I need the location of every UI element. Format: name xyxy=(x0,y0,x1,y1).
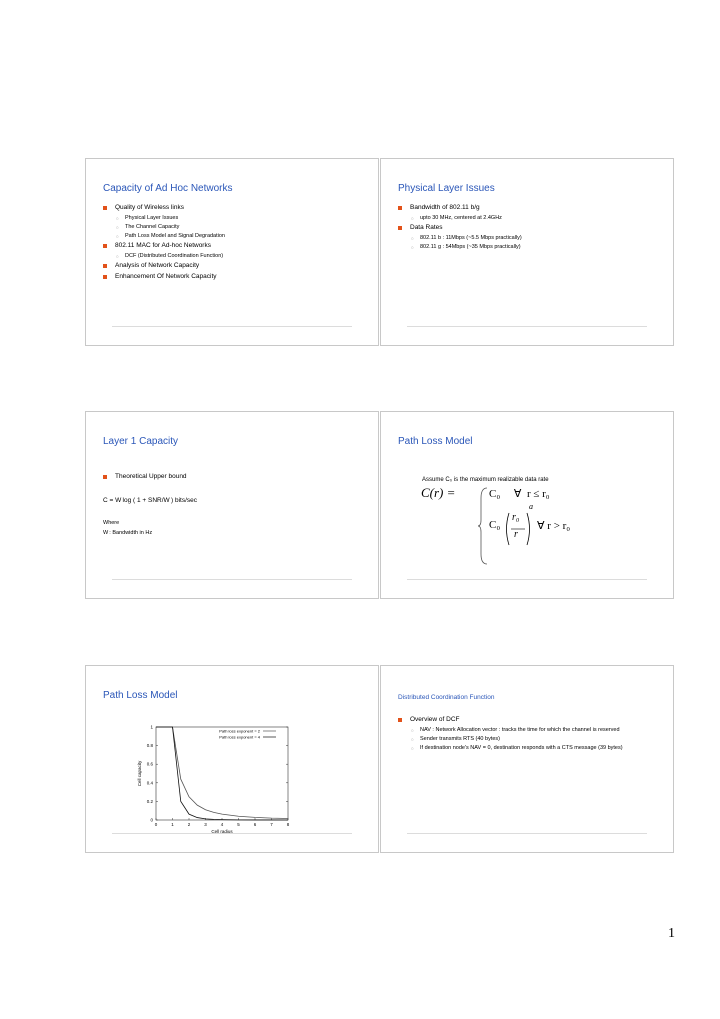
y-tick-label: 0 xyxy=(150,817,153,823)
case-one: C₀ ∀ r ≤ r₀ xyxy=(489,488,550,500)
bullet-list xyxy=(398,204,665,253)
slide-footer-divider xyxy=(112,326,352,327)
case-two-denominator: r xyxy=(514,529,518,540)
list-item: Enhancement Of Network Capacity xyxy=(103,273,370,281)
y-tick-label: 0.6 xyxy=(146,761,153,767)
slide-footer-divider xyxy=(112,833,352,834)
x-tick-label: 1 xyxy=(171,822,174,827)
assumption-text: Assume C₀ is the maximum realizable data rate xyxy=(422,477,549,483)
sub-list-item: ○ upto 30 MHz, centered at 2.4GHz xyxy=(398,215,665,222)
case-two-exponent: a xyxy=(529,502,533,511)
slide-capacity-overview xyxy=(85,158,379,346)
slide-layer1-capacity xyxy=(85,411,379,599)
x-tick-label: 6 xyxy=(253,822,257,827)
sub-list-item: ○ Path Loss Model and Signal Degradation xyxy=(103,233,370,240)
slide-physical-layer xyxy=(380,158,674,346)
slide-title: Path Loss Model xyxy=(103,690,178,701)
legend-label: Path loss exponent = 4 xyxy=(219,734,260,740)
where-label: Where xyxy=(103,520,120,526)
list-item: Theoretical Upper bound xyxy=(103,473,370,481)
slide-dcf xyxy=(380,665,674,853)
slide-footer-divider xyxy=(112,579,352,580)
slide-title: Capacity of Ad Hoc Networks xyxy=(103,183,233,194)
sub-list-item: ○ 802.11 g : 54Mbps (~35 Mbps practically) xyxy=(398,244,665,251)
slide-title: Distributed Coordination Function xyxy=(398,694,495,701)
x-axis-label: Cell radius xyxy=(211,829,233,834)
case-two-coefficient: C₀ xyxy=(489,519,501,531)
sub-list-item: ○ DCF (Distributed Coordination Function) xyxy=(103,253,370,260)
y-axis-label: Cell capacity xyxy=(137,760,142,787)
slide-path-loss-plot xyxy=(85,665,379,853)
sub-list-item: ○ NAV : Network Allocation vector : tracks the time for which the channel is reserved xyxy=(398,727,665,734)
slide-title: Layer 1 Capacity xyxy=(103,436,179,447)
bullet-list xyxy=(103,473,370,484)
equation-lhs: C(r) = xyxy=(421,485,456,500)
slide-title: Path Loss Model xyxy=(398,436,473,447)
x-tick-label: 7 xyxy=(270,822,273,827)
plot-frame xyxy=(156,727,288,820)
brace-icon xyxy=(477,486,489,566)
series-line xyxy=(156,727,288,819)
x-tick-label: 5 xyxy=(237,822,240,827)
x-tick-label: 0 xyxy=(154,822,158,827)
slide-footer-divider xyxy=(407,833,647,834)
sub-list-item: ○ If destination node's NAV = 0, destination responds with a CTS message (39 bytes) xyxy=(398,745,665,752)
sub-list-item: ○ The Channel Capacity xyxy=(103,224,370,231)
list-item: Data Rates xyxy=(398,224,665,232)
y-tick-label: 0.8 xyxy=(146,743,153,749)
x-tick-label: 8 xyxy=(286,822,290,827)
y-tick-label: 0.2 xyxy=(146,798,153,804)
path-loss-chart xyxy=(138,722,298,847)
y-tick-label: 1 xyxy=(150,724,153,730)
list-item: 802.11 MAC for Ad-hoc Networks xyxy=(103,242,370,250)
slide-footer-divider xyxy=(407,326,647,327)
list-item: Bandwidth of 802.11 b/g xyxy=(398,204,665,212)
legend-label: Path loss exponent = 2 xyxy=(219,728,260,734)
sub-list-item: ○ Physical Layer Issues xyxy=(103,215,370,222)
y-tick-label: 0.4 xyxy=(146,780,153,786)
slide-title: Physical Layer Issues xyxy=(398,183,495,194)
bullet-list xyxy=(398,716,665,754)
list-item: Quality of Wireless links xyxy=(103,204,370,212)
series-line xyxy=(156,727,288,820)
bullet-list xyxy=(103,204,370,284)
sub-list-item: ○ Sender transmits RTS (40 bytes) xyxy=(398,736,665,743)
page-number: 1 xyxy=(668,926,675,941)
x-tick-label: 2 xyxy=(187,822,191,827)
x-tick-label: 4 xyxy=(220,822,224,827)
slide-path-loss-formula xyxy=(380,411,674,599)
slide-footer-divider xyxy=(407,579,647,580)
case-two-condition: ∀ r > r₀ xyxy=(537,520,571,532)
sub-list-item: ○ 802.11 b : 11Mbps (~5.5 Mbps practically) xyxy=(398,235,665,242)
list-item: Overview of DCF xyxy=(398,716,665,724)
x-tick-label: 3 xyxy=(204,822,207,827)
capacity-formula: C = W log ( 1 + SNR/W ) bits/sec xyxy=(103,497,197,504)
list-item: Analysis of Network Capacity xyxy=(103,262,370,270)
bandwidth-definition: W : Bandwidth in Hz xyxy=(103,530,153,536)
case-two-numerator: r₀ xyxy=(512,512,520,523)
